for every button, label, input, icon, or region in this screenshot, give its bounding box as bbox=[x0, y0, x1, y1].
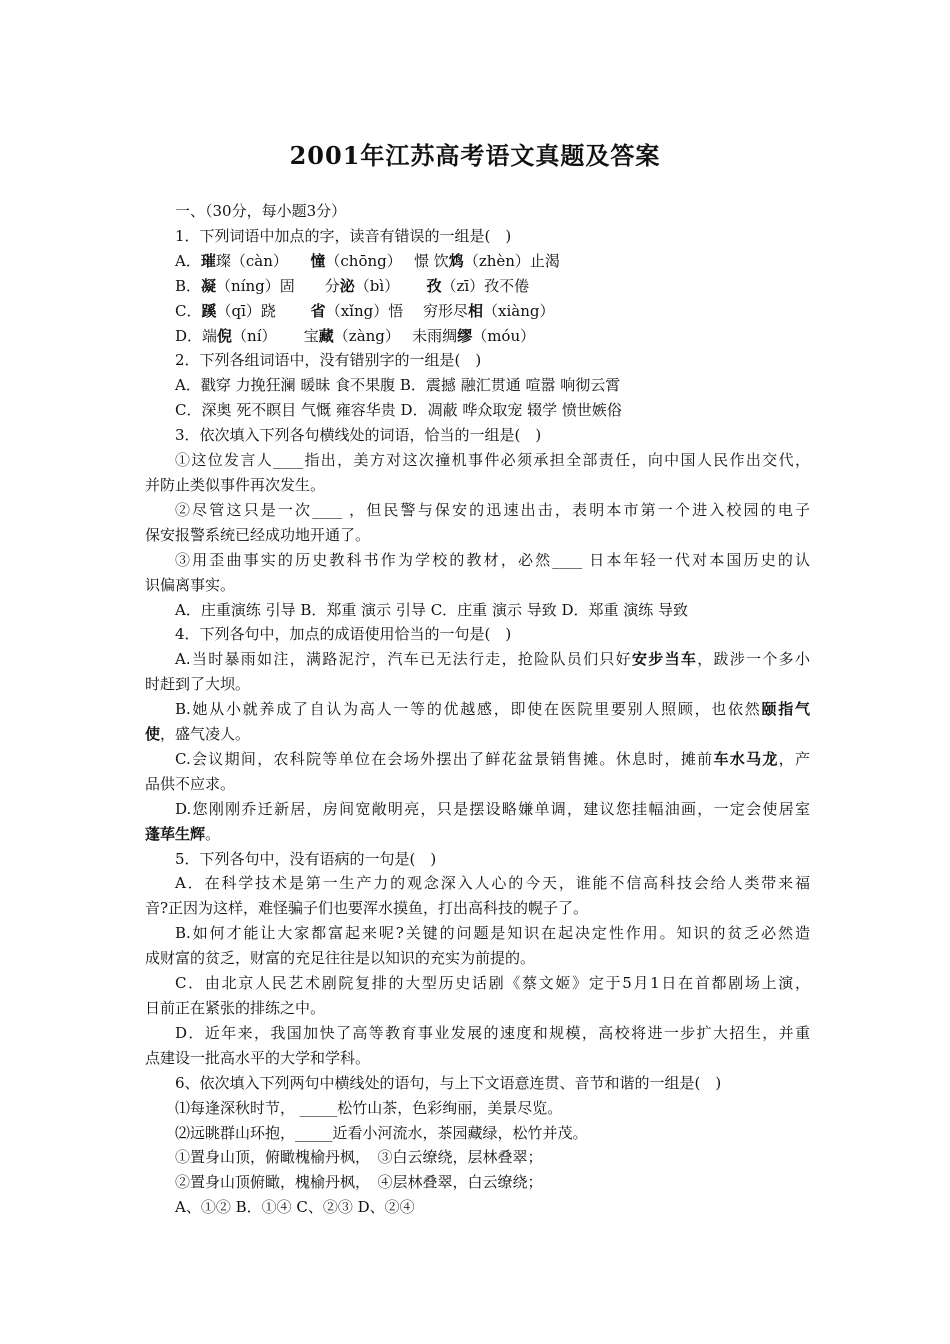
question-4-option-a-cont: 时赶到了大坝。 bbox=[145, 675, 251, 694]
question-4-option-a: A.当时暴雨如注，满路泥泞，汽车已无法行走，抢险队员们只好安步当车，跋涉一个多小 bbox=[175, 650, 810, 669]
question-6-sentence-1: ⑴每逢深秋时节， _____松竹山茶，色彩绚丽，美景尽览。 bbox=[175, 1098, 563, 1117]
question-3-sentence-3-cont: 识偏离事实。 bbox=[145, 575, 236, 594]
question-3-sentence-3: ③用歪曲事实的历史教科书作为学校的教材，必然____ 日本年轻一代对本国历史的认 bbox=[175, 550, 810, 569]
question-1-option-b: B．凝（níng）固 分泌（bì） 孜（zī）孜不倦 bbox=[175, 276, 530, 295]
question-4-option-c: C.会议期间，农科院等单位在会场外摆出了鲜花盆景销售摊。休息时，摊前车水马龙，产 bbox=[175, 749, 810, 768]
question-2-options-cd: C．深奥 死不瞑目 气慨 雍容华贵 D．凋蔽 哗众取宠 辍学 愤世嫉俗 bbox=[175, 401, 622, 420]
question-4-option-b: B.她从小就养成了自认为高人一等的优越感，即使在医院里要别人照顾，也依然颐指气 bbox=[175, 700, 810, 719]
question-2-options-ab: A．戳穿 力挽狂澜 暖昧 食不果腹 B．震撼 融汇贯通 喧嚣 响彻云霄 bbox=[175, 376, 621, 395]
question-4-option-d-cont: 蓬荜生辉。 bbox=[145, 824, 221, 843]
question-5-option-a-cont: 音?正因为这样，难怪骗子们也要浑水摸鱼，打出高科技的幌子了。 bbox=[145, 899, 589, 918]
question-3-sentence-2: ②尽管这只是一次____ ，但民警与保安的迅速出击，表明本市第一个进入校园的电子 bbox=[175, 500, 810, 519]
question-5-option-c: C．由北京人民艺术剧院复排的大型历史话剧《蔡文姬》定于5月1日在首都剧场上演， bbox=[175, 974, 810, 993]
question-1-option-a: A．璀璨（càn） 憧（chōng） 憬 饮鸩（zhèn）止渴 bbox=[175, 251, 560, 270]
question-1-stem: 1．下列词语中加点的字，读音有错误的一组是( ) bbox=[175, 226, 512, 245]
question-4-option-b-cont: 使，盛气凌人。 bbox=[145, 725, 251, 744]
question-2-stem: 2．下列各组词语中，没有错别字的一组是( ) bbox=[175, 351, 482, 370]
question-1-option-c: C．蹊（qī）跷 省（xǐng）悟 穷形尽相（xiàng） bbox=[175, 301, 555, 320]
question-3-stem: 3．依次填入下列各句横线处的词语，恰当的一组是( ) bbox=[175, 426, 542, 445]
question-5-option-b-cont: 成财富的贫乏，财富的充足往往是以知识的充实为前提的。 bbox=[145, 949, 536, 968]
question-6-choice-2-4: ②置身山顶俯瞰，槐榆丹枫， ④层林叠翠，白云缭绕； bbox=[175, 1173, 543, 1192]
question-1-option-d: D．端倪（ní） 宝藏（zàng） 未雨绸缪（móu） bbox=[175, 326, 536, 345]
question-6-options: A、①② B．①④ C、②③ D、②④ bbox=[175, 1198, 415, 1217]
question-4-stem: 4．下列各句中，加点的成语使用恰当的一句是( ) bbox=[175, 625, 512, 644]
question-4-option-d: D.您刚刚乔迁新居，房间宽敞明亮，只是摆设略嫌单调，建议您挂幅油画，一定会使居室 bbox=[175, 799, 810, 818]
question-3-sentence-2-cont: 保安报警系统已经成功地开通了。 bbox=[145, 525, 371, 544]
question-5-option-a: A．在科学技术是第一生产力的观念深入人心的今天，谁能不信高科技会给人类带来福 bbox=[175, 874, 810, 893]
question-5-option-d: D．近年来，我国加快了高等教育事业发展的速度和规模，高校将进一步扩大招生，并重 bbox=[175, 1023, 810, 1042]
question-5-stem: 5．下列各句中，没有语病的一句是( ) bbox=[175, 849, 437, 868]
question-3-options: A．庄重演练 引导 B．郑重 演示 引导 C．庄重 演示 导致 D．郑重 演练 导致 bbox=[175, 600, 689, 619]
question-4-option-c-cont: 品供不应求。 bbox=[145, 774, 236, 793]
document-body bbox=[145, 199, 810, 1220]
question-6-choice-1-3: ①置身山顶，俯瞰槐榆丹枫， ③白云缭绕，层林叠翠； bbox=[175, 1148, 543, 1167]
question-6-stem: 6、依次填入下列两句中横线处的语句，与上下文语意连贯、音节和谐的一组是( ) bbox=[175, 1073, 722, 1092]
question-3-sentence-1-cont: 并防止类似事件再次发生。 bbox=[145, 475, 326, 494]
question-5-option-c-cont: 日前正在紧张的排练之中。 bbox=[145, 999, 326, 1017]
question-6-sentence-2: ⑵远眺群山环抱，_____近看小河流水，茶园藏绿，松竹并茂。 bbox=[175, 1123, 588, 1142]
question-5-option-d-cont: 点建设一批高水平的大学和学科。 bbox=[145, 1048, 371, 1067]
section-heading: 一、（30分，每小题3分） bbox=[175, 202, 347, 220]
question-5-option-b: B.如何才能让大家都富起来呢?关键的问题是知识在起决定性作用。知识的贫乏必然造 bbox=[175, 924, 810, 943]
question-3-sentence-1: ①这位发言人____指出，美方对这次撞机事件必须承担全部责任，向中国人民作出交代， bbox=[175, 451, 810, 470]
document-title: 2001年江苏高考语文真题及答案 bbox=[289, 141, 661, 170]
